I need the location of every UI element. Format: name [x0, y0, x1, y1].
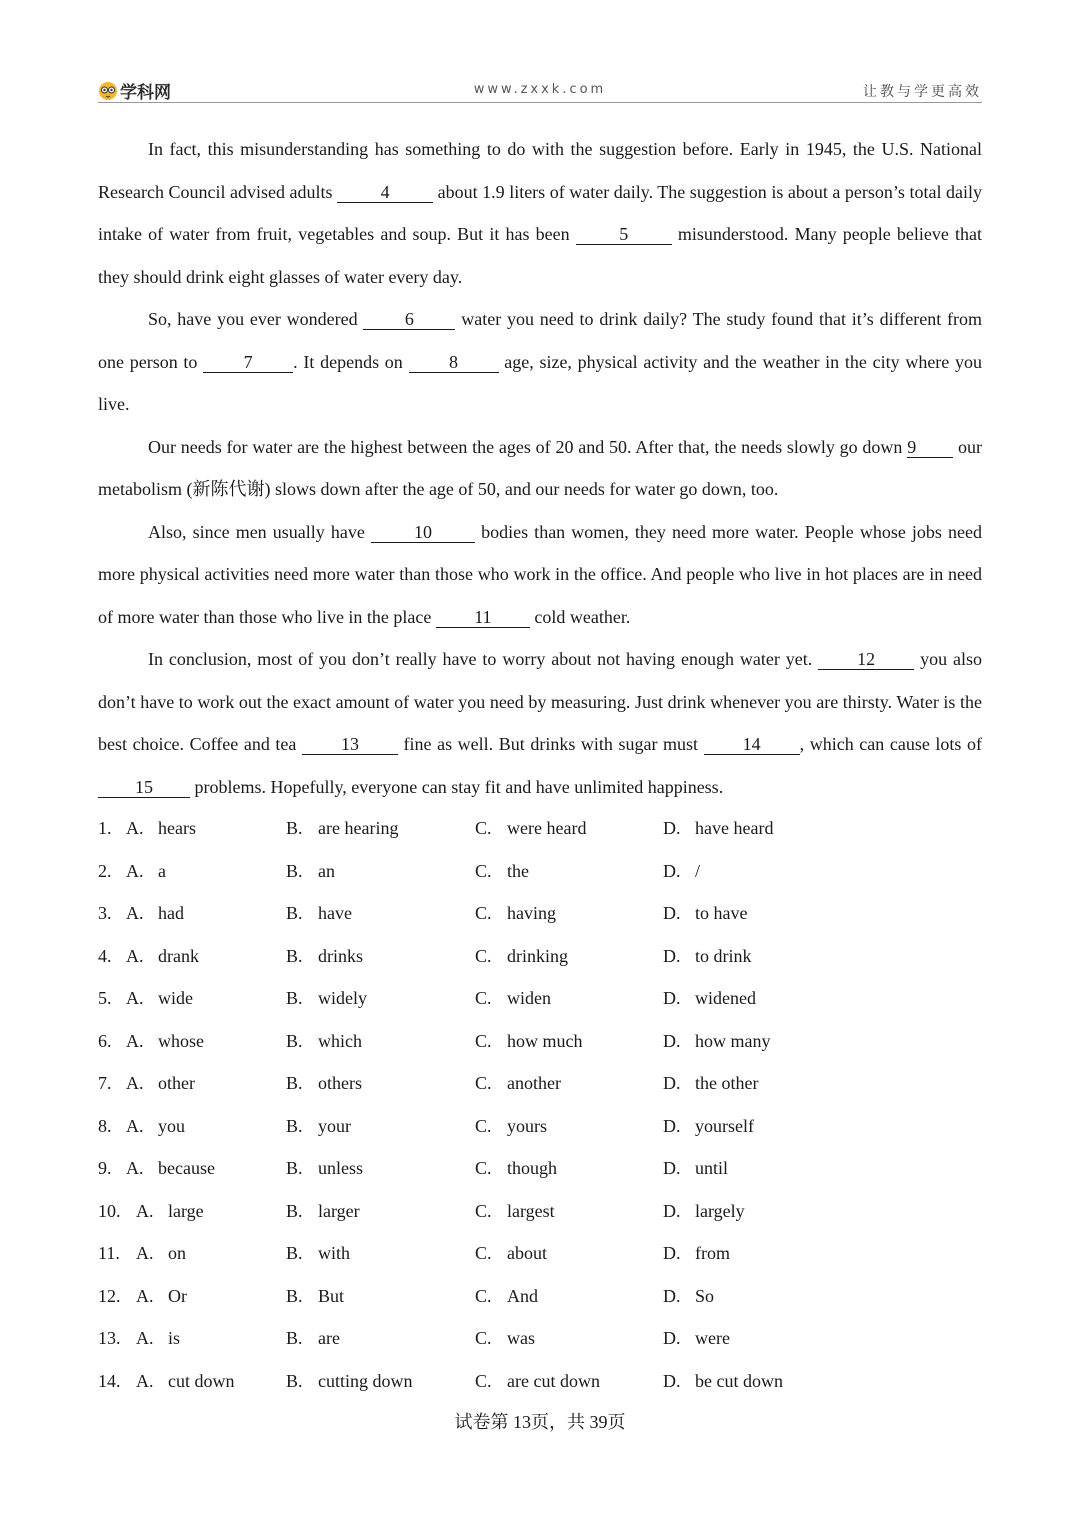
option-label: C. [475, 1158, 492, 1178]
option-label: B. [286, 1073, 303, 1093]
option-text: the [507, 860, 529, 881]
option-label: A. [136, 1328, 154, 1348]
option-c [475, 892, 556, 935]
question-number: 5. [98, 988, 112, 1008]
option-label: A. [126, 1158, 144, 1178]
option-label: C. [475, 1030, 492, 1051]
option-b [286, 1147, 363, 1190]
option-d [663, 850, 700, 893]
option-b [286, 1275, 344, 1318]
option-text: / [695, 860, 701, 881]
option-text: large [168, 1200, 204, 1221]
option-c [475, 1062, 561, 1105]
blank-13: 13 [302, 734, 398, 755]
blank-10: 10 [371, 522, 475, 543]
option-c [475, 1190, 555, 1233]
option-a [98, 977, 193, 1020]
passage-paragraph: So, have you ever wondered 6 water you need to drink daily? The study found that it’s different from one person to 7 . It depends on 8 age, size, physical activity and the weather in the city where you live. [98, 309, 983, 414]
passage-paragraph: Also, since men usually have 10 bodies than women, they need more water. People whose jobs need more physical activities need more water than those who work in the office. And people who live in hot places are in need of more water than those who live in the place 11 cold weather. [98, 521, 982, 627]
question-row [98, 1190, 982, 1233]
option-label: B. [286, 1115, 303, 1136]
question-row [98, 1317, 982, 1360]
question-number: 3. [98, 903, 112, 923]
option-c [475, 1147, 557, 1190]
blank-15: 15 [98, 777, 190, 798]
question-row [98, 1020, 982, 1063]
option-label: C. [475, 1073, 492, 1093]
option-label: D. [663, 1158, 681, 1178]
option-b [286, 1020, 362, 1063]
option-c [475, 977, 551, 1020]
question-row [98, 1105, 982, 1148]
question-number: 10. [98, 1200, 121, 1221]
question-row [98, 1147, 982, 1190]
option-b [286, 1360, 413, 1403]
option-c [475, 935, 568, 978]
option-b [286, 1190, 360, 1233]
option-text: cutting down [318, 1370, 413, 1391]
option-label: A. [126, 1115, 144, 1136]
question-number: 4. [98, 945, 112, 966]
question-row [98, 1275, 982, 1318]
option-text: were heard [507, 818, 587, 838]
blank-9: 9 [907, 437, 953, 458]
option-a [98, 850, 166, 893]
option-d [663, 1020, 771, 1063]
option-text: on [168, 1243, 186, 1263]
option-b [286, 1232, 350, 1275]
option-text: hears [158, 818, 196, 838]
question-row [98, 892, 982, 935]
option-text: have heard [695, 818, 774, 838]
option-label: D. [663, 903, 681, 923]
option-a [98, 1360, 235, 1403]
option-label: B. [286, 1370, 303, 1391]
site-url: www.zxxk.com [473, 82, 607, 97]
question-number: 8. [98, 1115, 112, 1136]
question-row [98, 807, 982, 850]
option-label: D. [663, 1200, 681, 1221]
option-label: B. [286, 818, 303, 838]
option-a [98, 1317, 180, 1360]
option-text: how many [695, 1030, 771, 1051]
option-label: B. [286, 945, 303, 966]
option-text: be cut down [695, 1370, 783, 1391]
option-b [286, 977, 367, 1020]
option-text: largely [695, 1200, 745, 1221]
option-d [663, 807, 773, 850]
option-text: widen [507, 988, 551, 1008]
option-a [98, 1275, 187, 1318]
option-b [286, 1105, 351, 1148]
option-a [98, 1105, 185, 1148]
passage-paragraph: Our needs for water are the highest between the ages of 20 and 50. After that, the needs slowly go down 9 our metabolism (新陈代谢) slows down after the age of 50, and our needs for water go down, too. [98, 436, 982, 499]
option-text: is [168, 1328, 181, 1348]
page-footer: 试卷第 13页，共 39页 [454, 1412, 626, 1432]
option-text: a [158, 860, 166, 881]
option-text: And [507, 1285, 538, 1306]
option-b [286, 1317, 340, 1360]
option-label: D. [663, 1030, 681, 1051]
option-label: C. [475, 860, 492, 881]
option-label: A. [126, 1073, 144, 1093]
option-a [98, 892, 184, 935]
option-a [98, 1232, 186, 1275]
option-text: others [318, 1073, 362, 1093]
option-text: yours [507, 1115, 547, 1136]
option-text: you [158, 1115, 185, 1136]
option-text: yourself [695, 1115, 754, 1136]
option-label: D. [663, 1370, 681, 1391]
option-text: So [695, 1285, 715, 1306]
option-label: A. [126, 818, 144, 838]
option-text: are cut down [507, 1370, 600, 1391]
option-label: A. [136, 1370, 154, 1391]
option-label: C. [475, 988, 492, 1008]
question-number: 9. [98, 1158, 112, 1178]
passage-paragraph: In fact, this misunderstanding has something to do with the suggestion before. Early in 1945, the U.S. National Research Council advised adults 4 about 1.9 liters of water daily. The suggestion is about a person’s total daily intake of water from fruit, vegetables and soup. But it has been 5 misunderstood. Many people believe that they should drink eight glasses of water every day. [98, 139, 982, 287]
option-c [475, 1360, 600, 1403]
option-text: about [507, 1243, 547, 1263]
option-text: were [695, 1328, 730, 1348]
option-d [663, 1190, 745, 1233]
option-b [286, 892, 352, 935]
option-label: C. [475, 818, 492, 838]
option-a [98, 935, 199, 978]
option-d [663, 1062, 758, 1105]
blank-7: 7 [203, 352, 293, 373]
option-text: your [318, 1115, 351, 1136]
option-label: A. [136, 1243, 154, 1263]
option-d [663, 935, 752, 978]
option-label: D. [663, 1285, 681, 1306]
option-text: Or [168, 1285, 187, 1306]
option-label: C. [475, 1328, 492, 1348]
option-text: had [158, 903, 184, 923]
blank-11: 11 [436, 607, 530, 628]
option-label: C. [475, 903, 492, 923]
option-label: D. [663, 1073, 681, 1093]
option-d [663, 1232, 730, 1275]
option-label: D. [663, 988, 681, 1008]
option-label: C. [475, 1200, 492, 1221]
option-text: another [507, 1073, 561, 1093]
question-row [98, 1232, 982, 1275]
option-label: A. [136, 1285, 154, 1306]
question-number: 11. [98, 1243, 120, 1263]
blank-4: 4 [337, 182, 433, 203]
question-list [98, 807, 982, 1402]
option-label: B. [286, 903, 303, 923]
option-text: are [318, 1328, 340, 1348]
option-a [98, 807, 196, 850]
option-label: B. [286, 1285, 303, 1306]
option-label: A. [126, 1030, 144, 1051]
option-label: B. [286, 1243, 303, 1263]
option-label: B. [286, 860, 303, 881]
option-label: A. [126, 945, 144, 966]
option-d [663, 1147, 728, 1190]
question-number: 12. [98, 1285, 121, 1306]
option-label: D. [663, 945, 681, 966]
header-slogan: 让教与学更高效 [863, 84, 982, 100]
passage [98, 128, 982, 808]
option-d [663, 1360, 783, 1403]
option-label: A. [136, 1200, 154, 1221]
blank-8: 8 [409, 352, 499, 373]
page-header [98, 74, 982, 103]
option-label: C. [475, 1370, 492, 1391]
option-text: widely [318, 988, 367, 1008]
option-text: the other [695, 1073, 759, 1093]
blank-14: 14 [704, 734, 800, 755]
option-text: drank [158, 945, 199, 966]
question-row [98, 977, 982, 1020]
option-text: cut down [168, 1370, 235, 1391]
question-number: 2. [98, 860, 112, 881]
option-text: whose [158, 1030, 204, 1051]
option-label: C. [475, 1115, 492, 1136]
blank-6: 6 [363, 309, 455, 330]
question-row [98, 850, 982, 893]
option-text: having [507, 903, 556, 923]
option-c [475, 1275, 538, 1318]
option-text: until [695, 1158, 729, 1178]
option-text: widened [695, 988, 756, 1008]
option-text: because [158, 1158, 215, 1178]
blank-5: 5 [576, 224, 672, 245]
option-label: B. [286, 1200, 303, 1221]
option-text: from [695, 1243, 730, 1263]
option-d [663, 1317, 730, 1360]
option-text: larger [318, 1200, 360, 1221]
option-label: B. [286, 1328, 303, 1348]
option-text: with [318, 1243, 351, 1263]
option-a [98, 1062, 195, 1105]
option-label: A. [126, 988, 144, 1008]
option-label: C. [475, 945, 492, 966]
option-b [286, 850, 335, 893]
option-text: drinks [318, 945, 363, 966]
option-text: unless [318, 1158, 363, 1178]
option-c [475, 1020, 583, 1063]
option-text: was [507, 1328, 535, 1348]
option-d [663, 1105, 754, 1148]
question-row [98, 1360, 982, 1403]
option-text: have [318, 903, 352, 923]
option-c [475, 807, 586, 850]
question-number: 14. [98, 1370, 121, 1391]
question-number: 13. [98, 1328, 121, 1348]
option-text: But [318, 1285, 345, 1306]
option-text: which [318, 1030, 362, 1051]
question-number: 6. [98, 1030, 112, 1051]
option-text: largest [507, 1200, 555, 1221]
option-c [475, 850, 529, 893]
option-label: B. [286, 988, 303, 1008]
option-label: D. [663, 1115, 681, 1136]
question-number: 7. [98, 1073, 112, 1093]
option-c [475, 1317, 535, 1360]
option-c [475, 1105, 547, 1148]
option-b [286, 1062, 362, 1105]
option-d [663, 892, 747, 935]
option-a [98, 1147, 215, 1190]
option-text: are hearing [318, 818, 399, 838]
option-b [286, 935, 363, 978]
option-label: D. [663, 1328, 681, 1348]
option-text: to have [695, 903, 748, 923]
question-row [98, 935, 982, 978]
option-label: B. [286, 1030, 303, 1051]
passage-paragraph: In conclusion, most of you don’t really have to worry about not having enough water yet. 12 you also don’t have to work out the exact amount of water you need by measuring. Just drink whenever you are thirsty. Water is the best choice. Coffee and tea 13 fine as well. But drinks with sugar must 14 , which can cause lots of 15 problems. Hopefully, everyone can stay fit and have unlimited happiness. [98, 649, 982, 797]
option-a [98, 1020, 204, 1063]
option-label: C. [475, 1243, 492, 1263]
logo-text: 学科网 [120, 83, 171, 103]
option-label: A. [126, 860, 144, 881]
option-text: how much [507, 1030, 583, 1051]
option-label: A. [126, 903, 144, 923]
question-row [98, 1062, 982, 1105]
option-label: D. [663, 818, 681, 838]
question-number: 1. [98, 818, 112, 838]
option-d [663, 1275, 714, 1318]
option-label: C. [475, 1285, 492, 1306]
option-text: other [158, 1073, 195, 1093]
blank-12: 12 [818, 649, 914, 670]
option-label: D. [663, 860, 681, 881]
option-label: B. [286, 1158, 303, 1178]
option-text: drinking [507, 945, 568, 966]
option-c [475, 1232, 547, 1275]
option-text: an [318, 860, 335, 881]
option-text: wide [158, 988, 193, 1008]
option-text: to drink [695, 945, 752, 966]
option-a [98, 1190, 204, 1233]
option-b [286, 807, 398, 850]
option-text: though [507, 1158, 558, 1178]
option-d [663, 977, 756, 1020]
option-label: D. [663, 1243, 681, 1263]
